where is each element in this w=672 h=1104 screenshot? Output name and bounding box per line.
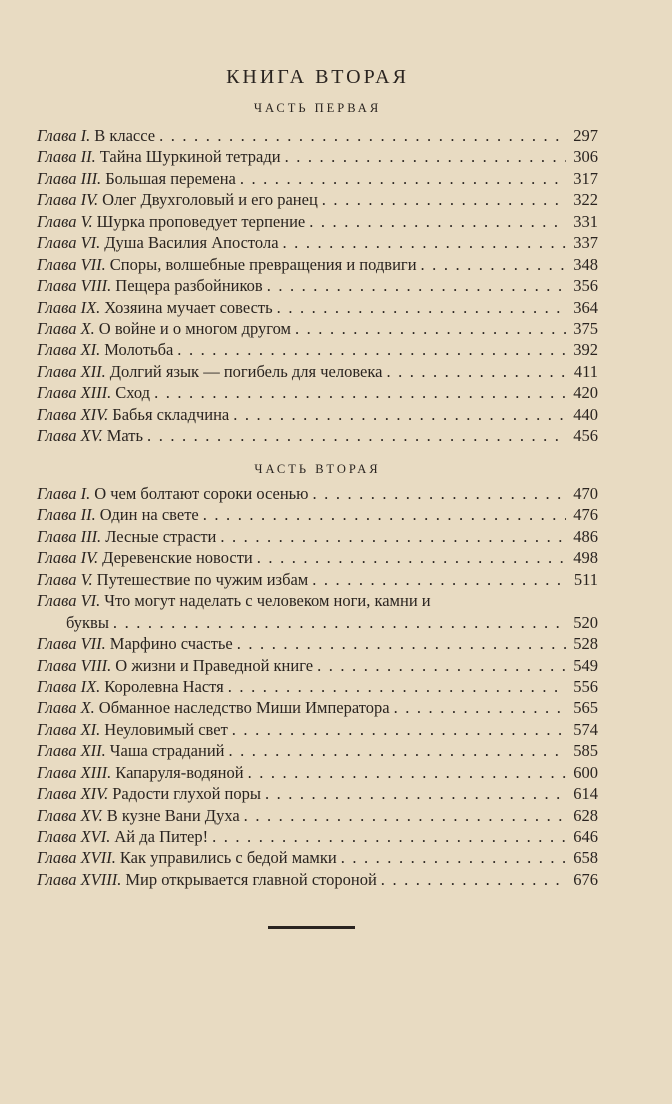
chapter-label: Глава XIII.: [37, 762, 112, 782]
toc-entry: [37, 255, 598, 276]
chapter-title: Сход: [115, 383, 151, 403]
chapter-label: Глава II.: [37, 147, 96, 167]
toc-entry: [37, 319, 598, 340]
toc-entry: [37, 362, 598, 383]
chapter-label: Глава XVI.: [37, 827, 111, 846]
page-number: 440: [573, 404, 598, 424]
dot-leader: [248, 763, 566, 783]
toc-entry: [37, 656, 598, 677]
toc-entry: [37, 827, 598, 848]
dot-leader: [220, 527, 566, 547]
dot-leader: [257, 548, 566, 568]
toc-entry: [37, 591, 598, 612]
page-number: 549: [573, 655, 598, 675]
toc-entry: [37, 426, 598, 447]
page-number: 317: [573, 168, 598, 188]
book-title: КНИГА ВТОРАЯ: [226, 66, 409, 88]
toc-entry: [37, 527, 598, 548]
page-number: 556: [573, 676, 598, 696]
chapter-title: Шурка проповедует терпение: [96, 211, 306, 231]
dot-leader: [203, 505, 566, 525]
dot-leader: [394, 698, 566, 718]
page-number: 565: [573, 698, 598, 718]
toc-entry: [37, 570, 598, 591]
page-number: 331: [573, 211, 598, 231]
chapter-label: Глава XIV.: [37, 404, 109, 424]
toc-entry: [37, 806, 598, 827]
dot-leader: [309, 212, 566, 232]
chapter-label: Глава V.: [37, 211, 93, 231]
toc-entry: [37, 698, 598, 719]
chapter-label: Глава III.: [37, 168, 102, 188]
chapter-label: Глава V.: [37, 569, 93, 589]
chapter-label: Глава XIV.: [37, 784, 109, 804]
dot-leader: [285, 147, 566, 167]
toc-entry: [37, 212, 598, 233]
dot-leader: [421, 255, 566, 275]
toc-entry: [37, 741, 598, 762]
toc-entry: [37, 233, 598, 254]
dot-leader: [240, 169, 566, 189]
page-number: 574: [573, 719, 598, 739]
chapter-title: Как управились с бедой мамки: [119, 848, 337, 868]
chapter-title: Долгий язык — погибель для человека: [109, 361, 383, 381]
chapter-label: Глава XI.: [37, 340, 101, 360]
page-number: 528: [573, 634, 598, 654]
dot-leader: [283, 233, 566, 253]
chapter-title: Бабья складчина: [112, 404, 230, 424]
toc-entry: [37, 763, 598, 784]
dot-leader: [265, 784, 566, 804]
toc-entry: [37, 169, 598, 190]
page-number: 392: [573, 340, 598, 360]
toc-entry: [37, 126, 598, 147]
toc-entry: [37, 784, 598, 805]
page-number: 375: [573, 318, 598, 338]
part-two-title: ЧАСТЬ ВТОРАЯ: [254, 462, 381, 476]
toc-entry: [37, 677, 598, 698]
toc-entry: [37, 870, 598, 891]
page-number: 646: [573, 827, 598, 846]
chapter-title: Марфино счастье: [109, 634, 233, 654]
toc-entry: [37, 405, 598, 426]
chapter-label: Глава VIII.: [37, 276, 112, 296]
chapter-label: Глава I.: [37, 126, 91, 145]
dot-leader: [312, 570, 566, 590]
chapter-title: Споры, волшебные превращения и подвиги: [109, 254, 417, 274]
chapter-title: Радости глухой поры: [112, 784, 261, 804]
chapter-title: Молотьба: [104, 340, 174, 360]
chapter-label: Глава VII.: [37, 634, 106, 654]
dot-leader: [322, 190, 566, 210]
page-number: 306: [573, 147, 598, 167]
chapter-label: Глава VI.: [37, 591, 101, 611]
toc-entry: [37, 340, 598, 361]
dot-leader: [244, 806, 566, 826]
chapter-label: Глава XII.: [37, 741, 106, 761]
toc-entry-continuation: [37, 613, 598, 634]
chapter-title: Пещера разбойников: [115, 276, 263, 296]
toc-entry: [37, 848, 598, 869]
dot-leader: [313, 484, 566, 504]
chapter-label: Глава VII.: [37, 254, 106, 274]
chapter-title: О войне и о многом другом: [98, 318, 291, 338]
dot-leader: [228, 677, 566, 697]
chapter-title: В кузне Вани Духа: [106, 805, 240, 825]
chapter-title: Чаша страданий: [109, 741, 225, 761]
page-number: 364: [573, 297, 598, 317]
chapter-label: Глава III.: [37, 526, 102, 546]
dot-leader: [229, 741, 567, 761]
chapter-title: Большая перемена: [105, 168, 236, 188]
page-number: 520: [573, 612, 598, 632]
chapter-title: О жизни и Праведной книге: [115, 655, 314, 675]
page-number: 600: [573, 762, 598, 782]
page-number: 676: [573, 869, 598, 889]
part-one-title: ЧАСТЬ ПЕРВАЯ: [253, 101, 382, 115]
page-number: 470: [573, 484, 598, 503]
toc-entry: [37, 190, 598, 211]
toc-entry: [37, 505, 598, 526]
chapter-title: Лесные страсти: [105, 526, 217, 546]
toc-entry: [37, 147, 598, 168]
dot-leader: [341, 848, 566, 868]
chapter-title: Путешествие по чужим избам: [96, 569, 309, 589]
chapter-label: Глава VI.: [37, 233, 101, 253]
chapter-label: Глава IV.: [37, 548, 99, 568]
chapter-title: Королевна Настя: [104, 676, 224, 696]
chapter-label: Глава X.: [37, 318, 95, 338]
chapter-label: Глава IX.: [37, 676, 101, 696]
toc-entry: [37, 298, 598, 319]
chapter-title: Неуловимый свет: [104, 719, 228, 739]
chapter-title: Олег Двухголовый и его ранец: [102, 190, 318, 210]
part-two-chapter-list: [37, 484, 598, 891]
chapter-title-continued: буквы: [66, 612, 109, 632]
chapter-title: Тайна Шуркиной тетради: [99, 147, 281, 167]
chapter-title: Обманное наследство Миши Императора: [98, 698, 390, 718]
page-number: 511: [573, 569, 598, 589]
chapter-title: Мир открывается главной стороной: [125, 869, 377, 889]
chapter-label: Глава X.: [37, 698, 95, 718]
dot-leader: [113, 613, 566, 633]
page-number: 337: [573, 233, 598, 253]
chapter-title: Душа Василия Апостола: [104, 233, 279, 253]
chapter-title: В классе: [94, 126, 156, 145]
page-number: 411: [573, 361, 598, 381]
page-number: 356: [573, 276, 598, 296]
dot-leader: [317, 656, 566, 676]
dot-leader: [232, 720, 566, 740]
dot-leader: [381, 870, 566, 890]
chapter-label: Глава XVIII.: [37, 869, 122, 889]
chapter-label: Глава IX.: [37, 297, 101, 317]
page-number: 322: [573, 190, 598, 210]
toc-entry: [37, 276, 598, 297]
page-number: 658: [573, 848, 598, 868]
dot-leader: [159, 126, 566, 146]
chapter-title: Ай да Питер!: [114, 827, 209, 846]
page-number: 486: [573, 526, 598, 546]
chapter-title: Один на свете: [99, 505, 199, 525]
part-one-chapter-list: [37, 126, 598, 448]
end-rule-divider: [268, 926, 355, 929]
page-number: 348: [573, 254, 598, 274]
chapter-label: Глава II.: [37, 505, 96, 525]
dot-leader: [233, 405, 566, 425]
dot-leader: [147, 426, 566, 446]
toc-entry: [37, 484, 598, 505]
dot-leader: [154, 383, 566, 403]
page-number: 456: [573, 426, 598, 446]
chapter-title: Капаруля-водяной: [115, 762, 244, 782]
chapter-label: Глава IV.: [37, 190, 99, 210]
chapter-label: Глава XV.: [37, 805, 103, 825]
chapter-label: Глава XI.: [37, 719, 101, 739]
toc-entry: [37, 720, 598, 741]
dot-leader: [212, 827, 566, 847]
dot-leader: [237, 634, 566, 654]
page-number: 628: [573, 805, 598, 825]
page-number: 297: [573, 126, 598, 145]
chapter-label: Глава XIII.: [37, 383, 112, 403]
chapter-title: О чем болтают сороки осенью: [94, 484, 309, 503]
chapter-title: Что могут наделать с человеком ноги, камни и: [104, 591, 431, 611]
chapter-title: Мать: [106, 426, 144, 446]
page-number: 476: [573, 505, 598, 525]
toc-entry: [37, 383, 598, 404]
chapter-label: Глава XII.: [37, 361, 106, 381]
dot-leader: [177, 340, 566, 360]
chapter-title: Деревенские новости: [102, 548, 253, 568]
toc-entry: [37, 634, 598, 655]
page-number: 498: [573, 548, 598, 568]
chapter-label: Глава XVII.: [37, 848, 116, 868]
dot-leader: [386, 362, 566, 382]
chapter-label: Глава VIII.: [37, 655, 112, 675]
toc-entry: [37, 548, 598, 569]
page-number: 614: [573, 784, 598, 804]
dot-leader: [277, 298, 566, 318]
chapter-title: Хозяина мучает совесть: [104, 297, 273, 317]
page-number: 420: [573, 383, 598, 403]
chapter-label: Глава XV.: [37, 426, 103, 446]
chapter-label: Глава I.: [37, 484, 91, 503]
dot-leader: [267, 276, 566, 296]
page-number: 585: [573, 741, 598, 761]
dot-leader: [295, 319, 566, 339]
